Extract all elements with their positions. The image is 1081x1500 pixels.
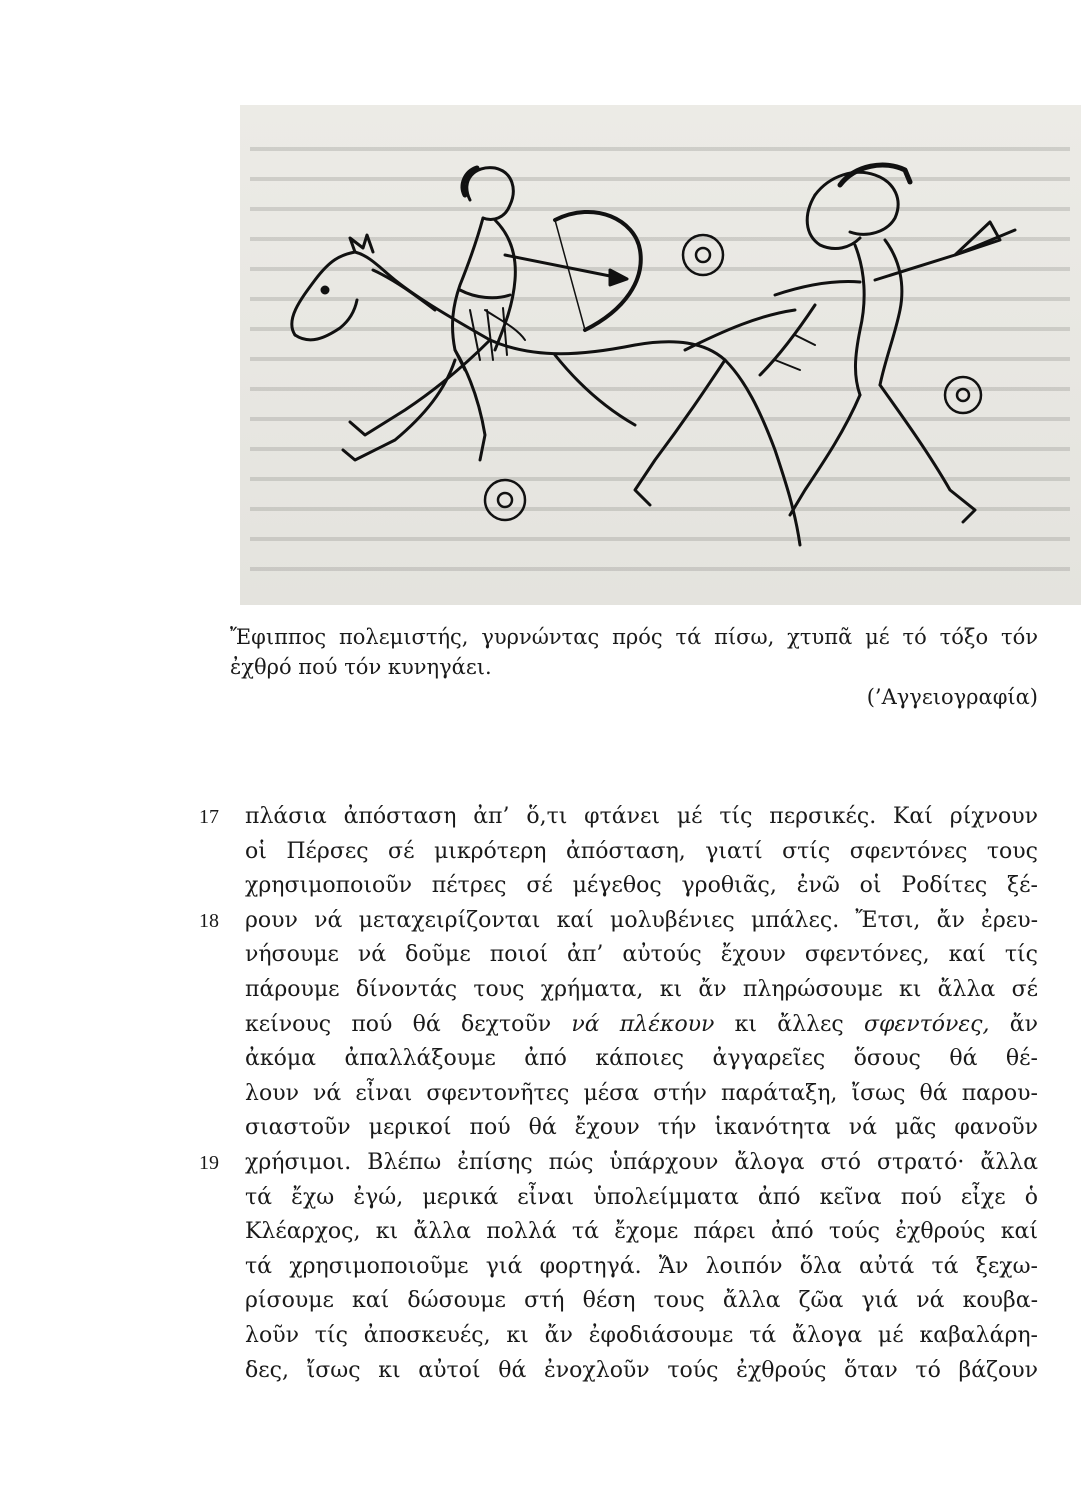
text-line: τά χρησιμοποιοῦμε γιά φορτηγά. Ἄν λοιπόν ὅλα αὐτά τά ξεχω- [245, 1253, 1038, 1279]
text-line: οἱ Πέρσες σέ μικρότερη ἀπόσταση, γιατί στίς σφεντόνες τους [245, 838, 1038, 864]
text-line: χρησιμοποιοῦν πέτρες σέ μέγεθος γροθιᾶς, ἐνῶ οἱ Ροδίτες ξέ- [245, 873, 1038, 899]
text-line: 17 πλάσια ἀπόσταση ἀπ’ ὅ,τι φτάνει μέ τίς περσικές. Καί ρίχνουν [245, 800, 1038, 835]
text-line: κείνους πού θά δεχτοῦν νά πλέκουν κι ἄλλες σφεντόνες, ἄν [245, 1011, 1038, 1037]
caption-text: Ἔφιππος πολεμιστής, γυρνώντας πρός τά πίσω, χτυπᾶ μέ τό τόξο τόν ἐχθρό πού τόν κυνηγάει. [230, 625, 1038, 679]
figure-caption [230, 622, 1038, 712]
paragraph-number: 17 [199, 806, 219, 828]
vase-painting-illustration [255, 160, 1045, 560]
caption-source: (’Αγγειογραφία) [866, 685, 1038, 709]
text-line: τά ἔχω ἐγώ, μερικά εἶναι ὑπολείμματα ἀπό κεῖνα πού εἶχε ὁ [245, 1184, 1038, 1210]
paragraph-number: 19 [199, 1151, 219, 1174]
text-line: σιαστοῦν μερικοί πού θά ἔχουν τήν ἱκανότητα νά μᾶς φανοῦν [245, 1115, 1038, 1141]
body-text [199, 800, 1038, 1388]
text-line: Κλέαρχος, κι ἄλλα πολλά τά ἔχομε πάρει ἀπό τούς ἐχθρούς καί [245, 1219, 1038, 1245]
text-line: νήσουμε νά δοῦμε ποιοί ἀπ’ αὐτούς ἔχουν σφεντόνες, καί τίς [245, 942, 1038, 968]
text-line: πάρουμε δίνοντάς τους χρήματα, κι ἄν πληρώσουμε κι ἄλλα σέ [245, 976, 1038, 1002]
text-line: ρίσουμε καί δώσουμε στή θέση τους ἄλλα ζῶα γιά νά κουβα- [245, 1288, 1038, 1314]
text-line: λοῦν τίς ἀποσκευές, κι ἄν ἐφοδιάσουμε τά ἄλογα μέ καβαλάρη- [245, 1322, 1038, 1348]
text-line: ἀκόμα ἀπαλλάξουμε ἀπό κάποιες ἀγγαρεῖες ὅσους θά θέ- [245, 1046, 1038, 1072]
paragraph-number: 18 [199, 909, 219, 932]
text-line: 18 ρουν νά μεταχειρίζονται καί μολυβένιες μπάλες. Ἔτσι, ἄν ἐρευ- [245, 904, 1038, 939]
text-line: δες, ἴσως κι αὐτοί θά ἐνοχλοῦν τούς ἐχθρούς ὅταν τό βάζουν [245, 1357, 1038, 1383]
text-line: λουν νά εἶναι σφεντονῆτες μέσα στήν παράταξη, ἴσως θά παρου- [245, 1080, 1038, 1106]
text-line: 19 χρήσιμοι. Βλέπω ἐπίσης πώς ὑπάρχουν ἄλογα στό στρατό· ἄλλα [245, 1146, 1038, 1181]
